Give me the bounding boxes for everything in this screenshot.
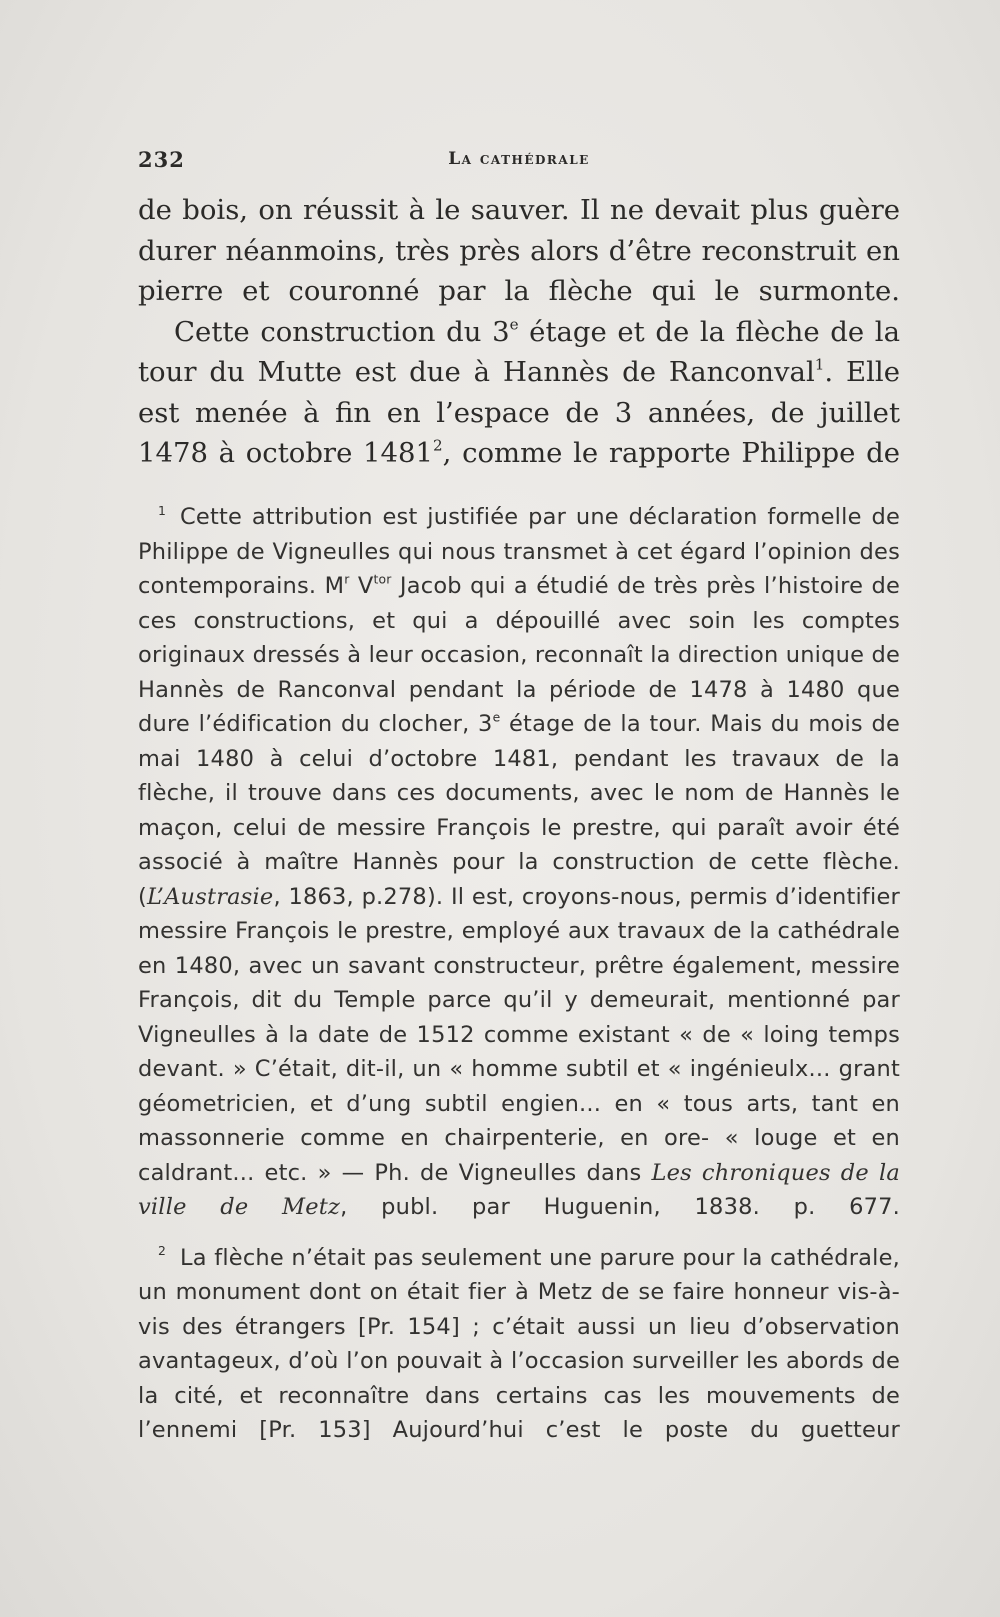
footnote-ref-1: 1 bbox=[814, 355, 825, 374]
footnote-ref-2: 2 bbox=[433, 436, 443, 455]
superscript: tor bbox=[373, 572, 392, 587]
footnote-1: $^1$ Cette attribution est justifiée par une déclaration formelle de Philippe de Vigneulles qui nous transmet à cet égard l’opinion des contemporains. $M^r$ $V^{tor}$ Jacob qui a étudié de très près l’histoire de ces constructions, et qui a dépouillé avec soin les comptes originaux dressés à leur occasion, reconnaît la direction unique de Hannès de Ranconval pendant la période de 1478 à 1480 que dure l’édification du clocher, 3e étage de la tour. Mais du mois de mai 1480 à celui d’octobre 1481, pendant les travaux de la flèche, il trouve dans ces documents, avec le nom de Hannès le maçon, celui de messire François le prestre, qui paraît avoir été associé à maître Hannès pour la construction de cette flèche. (L’Austrasie, 1863, p.278). Il est, croyons-nous, permis d’identifier messire François le prestre, employé aux travaux de la cathédrale en 1480, avec un savant constructeur, prêtre également, messire François, dit du Temple parce qu’il y demeurait, mentionné par Vigneulles à la date de 1512 comme existant « de « loing temps devant. » C’était, dit-il, un « homme subtil et « ingénieulx... grant géometricien, et d’ung subtil engien... en « tous arts, tant en massonnerie comme en chairpenterie, en ore- « louge et en caldrant... etc. » — Ph. de Vigneulles dans Les chroniques de la ville de Metz, publ. par Huguenin, 1838. p. 677. bbox=[138, 503, 901, 1220]
superscript: r bbox=[344, 572, 350, 587]
superscript: e bbox=[492, 710, 501, 725]
footnote-text: étage de la tour. Mais du mois de mai 1480 à celui d’octobre 1481, pendant les travaux de la flèche, il trouve dans ces documents, avec le nom de Hannès le maçon, celui de messire François le prestre, qui paraît avoir été associé à maître Hannès pour la construction de cette flèche. ( bbox=[138, 711, 901, 910]
italic-title: L’Austrasie bbox=[146, 883, 274, 910]
paragraph-1: de bois, on réussit à le sauver. Il ne devait plus guère durer néanmoins, très près alors d’être reconstruit en pierre et couronné par la flèche qui le surmonte. bbox=[138, 194, 900, 307]
footnote-text: , publ. par Huguenin, 1838. p. 677. bbox=[340, 1194, 900, 1220]
superscript: e bbox=[509, 315, 519, 334]
paragraph-2-part: étage et de la flèche de la tour du Mutte est due à Hannès de Ranconval bbox=[138, 315, 900, 388]
paragraph-2-part: Cette construction du 3 bbox=[174, 315, 510, 348]
footnote-text: Jacob qui a étudié de très près l’histoire de ces constructions, et qui a dépouillé avec soin les comptes originaux dressés à leur occasion, reconnaît la direction unique de Hannès de Ranconval pendant la période de 1478 à 1480 que dure l’édification du clocher, 3 bbox=[138, 573, 900, 737]
footnote-2: $^2$ La flèche n’était pas seulement une parure pour la cathédrale, un monument dont on était fier à Metz de se faire honneur vis-à-vis des étrangers [Pr. 154] ; c’était aussi un lieu d’observation avantageux, d’où l’on pouvait à l’occasion surveiller les abords de la cité, et reconnaître dans certains cas les mouvements de l’ennemi [Pr. 153] Aujourd’hui c’est le poste du guetteur bbox=[138, 1244, 900, 1443]
page-number: 232 bbox=[138, 147, 185, 172]
page-header bbox=[138, 147, 900, 177]
footnotes bbox=[138, 500, 900, 1448]
paragraph-2-part: , comme le rapporte Philippe de bbox=[442, 437, 900, 469]
paragraph-2 bbox=[138, 312, 900, 474]
footnote-text: V bbox=[349, 573, 374, 599]
main-text bbox=[138, 190, 900, 474]
footnote-text: , 1863, p.278). Il est, croyons-nous, permis d’identifier messire François le prestre, employé aux travaux de la cathédrale en 1480, avec un savant constructeur, prêtre également, messire François, dit du Temple parce qu’il y demeurait, mentionné par Vigneulles à la date de 1512 comme existant « de « loing temps devant. » C’était, dit-il, un « homme subtil et « ingénieulx... grant géometricien, et d’ung subtil engien... en « tous arts, tant en massonnerie comme en chairpenterie, en ore- « louge et en caldrant... etc. » — Ph. de Vigneulles dans bbox=[138, 883, 900, 1186]
footnote-text: La flèche n’était pas seulement une parure pour la cathédrale, un monument dont on était fier à Metz de se faire honneur vis-à-vis des étrangers [Pr. 154] ; c’était aussi un lieu d’observation avantageux, d’où l’on pouvait à l’occasion surveiller les abords de la cité, et reconnaître dans certains cas les mouvements de l’ennemi [Pr. 153] Aujourd’hui c’est le poste du guetteur bbox=[138, 1244, 900, 1443]
running-title: La cathédrale bbox=[448, 149, 590, 169]
paragraph-2-part: . Elle est menée à fin en l’espace de 3 années, de juillet 1478 à octobre 1481 bbox=[138, 356, 900, 469]
italic-title: Les chroniques de la ville de Metz bbox=[138, 1159, 900, 1220]
footnote-text: Cette attribution est justifiée par une déclaration formelle de Philippe de Vigneulles qui nous transmet à cet égard l’opinion des contemporains. M bbox=[138, 504, 900, 599]
